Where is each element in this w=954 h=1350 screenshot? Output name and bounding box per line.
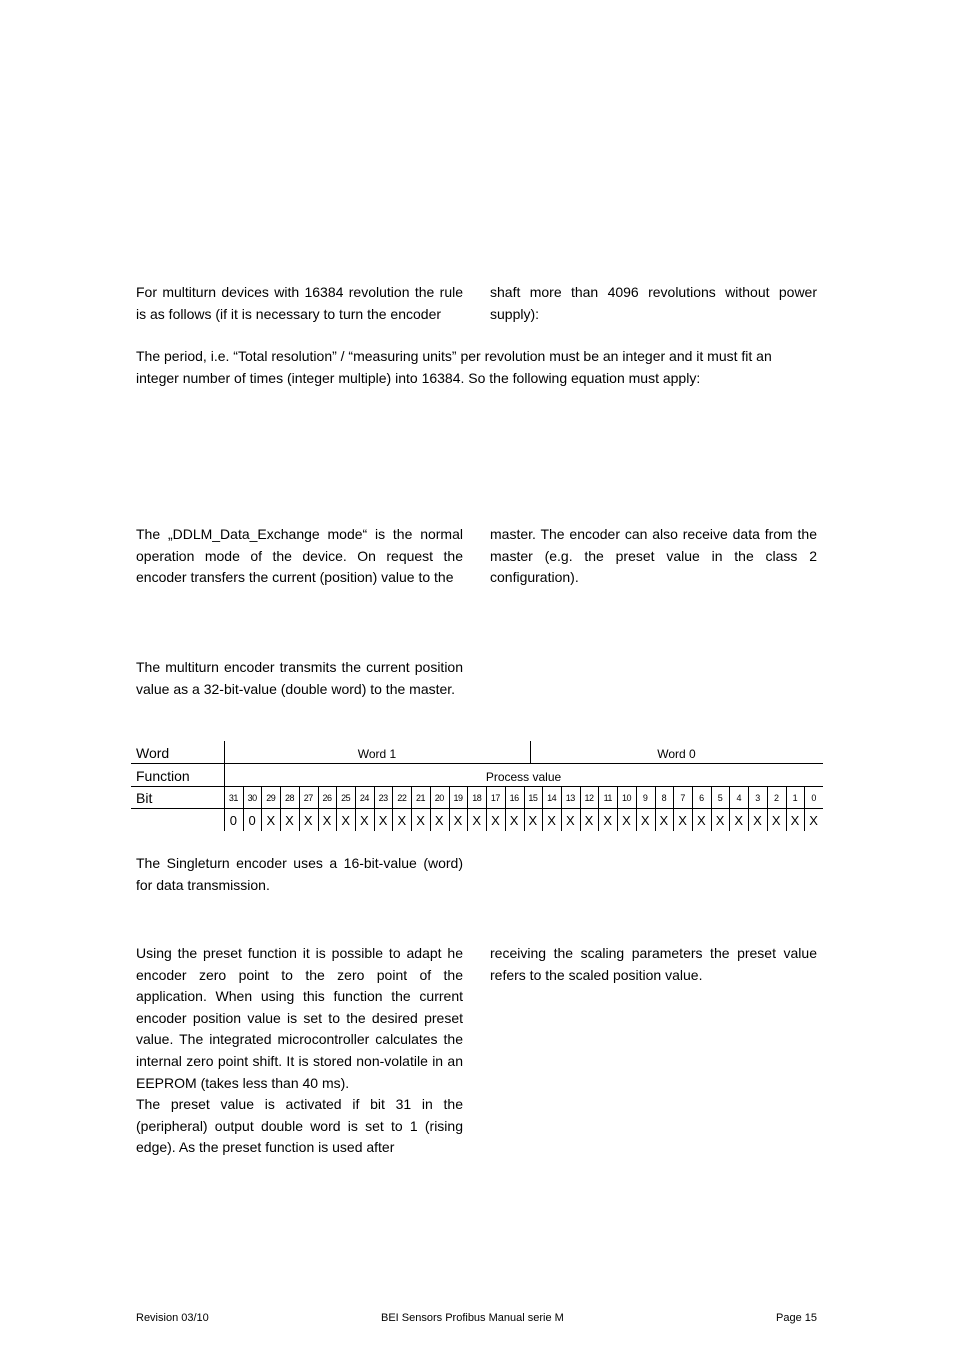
bit-value: X — [434, 813, 444, 828]
multiturn-transmit-paragraph: The multiturn encoder transmits the current position value as a 32-bit-value (double word) to the master. — [136, 659, 463, 697]
table-rule — [131, 763, 823, 764]
word1-header: Word 1 — [357, 747, 397, 761]
bit-value: X — [303, 813, 313, 828]
multiturn-rule-paragraph-right: shaft more than 4096 revolutions without power supply): — [490, 284, 817, 322]
bit-value: X — [453, 813, 463, 828]
bit-cell-divider — [299, 786, 300, 831]
bit-value: X — [322, 813, 332, 828]
singleturn-paragraph: The Singleturn encoder uses a 16-bit-value (word) for data transmission. — [136, 855, 463, 893]
bit-value: X — [678, 813, 687, 828]
bit-value: X — [809, 813, 818, 828]
table-rule — [131, 808, 823, 809]
bit-number: 15 — [528, 793, 538, 803]
bit-number: 13 — [565, 793, 575, 803]
function-process-value: Process value — [485, 770, 562, 784]
bit-cell-divider — [711, 786, 712, 831]
bit-number: 20 — [434, 793, 444, 803]
bit-cell-divider — [449, 786, 450, 831]
bit-number: 1 — [792, 793, 798, 803]
bit-value: X — [547, 813, 556, 828]
bit-cell-divider — [355, 786, 356, 831]
bit-cell-divider — [804, 786, 805, 831]
bit-cell-divider — [580, 786, 581, 831]
row-label-function: Function — [136, 768, 190, 784]
table-rule — [131, 786, 823, 787]
bit-number: 28 — [285, 793, 295, 803]
bit-cell-divider — [655, 786, 656, 831]
bit-number: 6 — [699, 793, 704, 803]
bit-cell-divider — [673, 786, 674, 831]
preset-paragraph-right: receiving the scaling parameters the preset value refers to the scaled position value. — [490, 945, 817, 983]
bit-number: 22 — [397, 793, 407, 803]
preset-paragraph-2: The preset value is activated if bit 31 in the (peripheral) output double word is set to 1 (rising edge). As the preset function is used after — [136, 1096, 463, 1156]
bit-number: 11 — [603, 793, 612, 803]
bit-value: X — [790, 813, 800, 828]
row-label-bit: Bit — [136, 790, 153, 806]
bit-number: 18 — [472, 793, 482, 803]
bit-cell-divider — [318, 786, 319, 831]
footer-title: BEI Sensors Profibus Manual serie M — [381, 1312, 564, 1324]
bit-value: X — [285, 813, 294, 828]
bit-number: 21 — [416, 793, 426, 803]
bit-number: 0 — [811, 793, 816, 803]
bit-value: X — [528, 813, 538, 828]
bit-cell-divider — [374, 786, 375, 831]
bit-value: X — [640, 813, 650, 828]
bit-number: 16 — [509, 793, 519, 803]
ddlm-paragraph-left: The „DDLM_Data_Exchange mode“ is the normal operation mode of the device. On request the encoder transfers the current (position) value to the — [136, 526, 463, 586]
bit-value: X — [715, 813, 725, 828]
word0-header: Word 0 — [657, 747, 696, 761]
bit-cell-divider — [505, 786, 506, 831]
bit-value: X — [397, 813, 407, 828]
bit-value: 0 — [248, 813, 256, 828]
bit-value: X — [603, 813, 613, 828]
bit-number: 10 — [621, 793, 631, 803]
preset-section-left — [136, 943, 463, 1159]
bit-cell-divider — [261, 786, 262, 831]
bit-number: 25 — [341, 793, 351, 803]
bit-value: X — [416, 813, 425, 828]
bit-value: X — [378, 813, 388, 828]
bit-cell-divider — [561, 786, 562, 831]
table-divider — [530, 741, 531, 763]
bit-number: 23 — [378, 793, 388, 803]
bit-value: X — [565, 813, 575, 828]
preset-paragraph-1: Using the preset function it is possible to adapt he encoder zero point to the zero point of the application. When using this function the current encoder position value is set to the desired preset value. The integrated microcontroller calculates the internal zero point shift. It is stored non-volatile in an EEPROM (takes less than 40 ms). — [136, 945, 463, 1091]
bit-layout-table — [131, 741, 823, 831]
footer-page-number: Page 15 — [776, 1312, 817, 1324]
bit-cell-divider — [392, 786, 393, 831]
bit-number: 2 — [773, 793, 779, 803]
bit-number: 7 — [680, 793, 685, 803]
bit-value: X — [472, 813, 482, 828]
bit-value: X — [584, 813, 594, 828]
bit-cell-divider — [598, 786, 599, 831]
bit-value: 0 — [229, 813, 237, 828]
bit-number: 27 — [303, 793, 313, 803]
bit-value: X — [771, 813, 781, 828]
bit-cell-divider — [767, 786, 768, 831]
bit-cell-divider — [280, 786, 281, 831]
bit-number: 19 — [453, 793, 463, 803]
bit-value: X — [491, 813, 500, 828]
bit-number: 24 — [359, 793, 369, 803]
bit-number: 26 — [322, 793, 332, 803]
bit-value: X — [734, 813, 744, 828]
bit-value: X — [696, 813, 706, 828]
bit-cell-divider — [467, 786, 468, 831]
bit-cell-divider — [524, 786, 525, 831]
bit-number: 3 — [755, 793, 760, 803]
bit-number: 30 — [247, 793, 257, 803]
bit-number: 5 — [717, 793, 723, 803]
bit-number: 17 — [490, 793, 500, 803]
bit-cell-divider — [748, 786, 749, 831]
bit-number: 12 — [584, 793, 594, 803]
bit-cell-divider — [692, 786, 693, 831]
bit-cell-divider — [542, 786, 543, 831]
ddlm-paragraph-right: master. The encoder can also receive data from the master (e.g. the preset value in the class 2 configuration). — [490, 526, 817, 586]
bit-cell-divider — [243, 786, 244, 831]
bit-value: X — [622, 813, 631, 828]
bit-number: 29 — [266, 793, 276, 803]
bit-cell-divider — [486, 786, 487, 831]
bit-value: X — [509, 813, 519, 828]
bit-number: 31 — [228, 793, 238, 803]
bit-cell-divider — [729, 786, 730, 831]
row-label-word: Word — [136, 745, 170, 761]
bit-cell-divider — [786, 786, 787, 831]
bit-cell-divider — [617, 786, 618, 831]
period-rule-paragraph: The period, i.e. “Total resolution” / “measuring units” per revolution must be an integer and it must fit an integer number of times (integer multiple) into 16384. So the following equation must apply: — [136, 348, 772, 386]
bit-value: X — [360, 813, 369, 828]
bit-cell-divider — [636, 786, 637, 831]
multiturn-rule-paragraph-left: For multiturn devices with 16384 revolution the rule is as follows (if it is necessary to turn the encoder — [136, 284, 463, 322]
bit-cell-divider — [411, 786, 412, 831]
bit-number: 14 — [547, 793, 557, 803]
bit-value: X — [266, 813, 276, 828]
bit-number: 9 — [642, 793, 648, 803]
bit-number: 8 — [661, 793, 667, 803]
bit-cell-divider — [430, 786, 431, 831]
bit-value: X — [341, 813, 350, 828]
bit-value: X — [659, 813, 669, 828]
bit-value: X — [753, 813, 762, 828]
bit-cell-divider — [336, 786, 337, 831]
bit-number: 4 — [736, 793, 742, 803]
footer-revision: Revision 03/10 — [136, 1312, 209, 1324]
